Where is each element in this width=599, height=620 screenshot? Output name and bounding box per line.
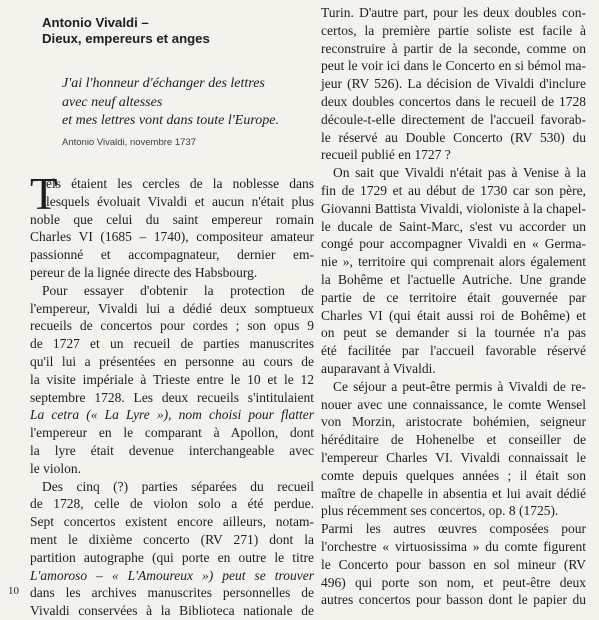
text-line: 496) qui porte son nom, et peut-être deux [321, 574, 586, 590]
text-line: Charles VI (1685 – 1740), compositeur amateur [30, 229, 314, 245]
text-line: deux doubles concertos dans le recueil de 1728 [321, 93, 586, 109]
epigraph-attribution: Antonio Vivaldi, novembre 1737 [62, 137, 196, 148]
text-line: l'empereur, Vivaldi lui a dédié deux somptueux [30, 300, 314, 316]
text-line: l'empereur en le comparant à Apollon, dont [30, 425, 314, 441]
text-line: autres concertos pour basson dont le papier du [321, 592, 586, 608]
text-line: reconstruire à partir de la seconde, comme on [321, 40, 586, 56]
text-line: nie », territoire qui comprenait alors également [321, 254, 586, 270]
text-line: noble que celui du saint empereur romain [30, 211, 314, 227]
text-line: Turin. D'autre part, pour les deux doubles con- [321, 5, 586, 20]
epigraph-line: avec neuf altesses [62, 94, 163, 110]
text-line: Charles VI (qui était aussi roi de Bohême) et [321, 307, 586, 323]
text-line: La cetra (« La Lyre »), nom choisi pour flatter [30, 407, 314, 423]
text-line: l'orchestre « virtuosissima » du comte figurent [321, 538, 586, 554]
text-line: certos, la première partie soliste est facile à [321, 22, 586, 38]
text-line: nouer avec une connaissance, le comte Wensel [321, 396, 586, 412]
text-line: qu'il lui a présentées en personne au cours de [30, 353, 314, 369]
text-line: auparavant à Vivaldi. [321, 360, 436, 376]
text-line: Sept concertos existent encore ailleurs, notam- [30, 514, 314, 530]
epigraph-line: et mes lettres vont dans toute l'Europe. [62, 113, 279, 128]
text-line: septembre 1728. Les deux recueils s'intitulaient [30, 389, 314, 405]
text-line: été facilitée par l'accueil favorable réservé [321, 343, 586, 359]
text-line: dans les archives manuscrites personnelles de [30, 585, 314, 601]
title-line-2: Dieux, empereurs et anges [42, 31, 210, 46]
text-line: fin de 1729 et au début de 1730 car son père, [321, 182, 586, 198]
text-line: la visite impériale à Trieste entre le 10 et le 12 [30, 371, 314, 387]
epigraph-quote [62, 75, 322, 131]
text-line: de 1727 et un recueil de parties manuscrites [30, 336, 314, 352]
left-body-text [30, 169, 314, 620]
text-line: Pour essayer d'obtenir la protection de [42, 282, 314, 298]
text-line: passionné et accompagnateur, dernier em- [30, 247, 314, 263]
text-line: ment le dixième concerto (RV 271) dont la [30, 531, 314, 547]
text-line: von Morzin, aristocrate bohémien, seigneur [321, 414, 586, 430]
text-line: le réservé au Double Concerto (RV 530) du [321, 129, 586, 145]
title-line-1: Antonio Vivaldi – [42, 15, 149, 30]
text-line: jeur (RV 526). La décision de Vivaldi d'inclure [321, 76, 586, 92]
text-line: lesquels évoluait Vivaldi et aucun n'était plus [46, 193, 314, 209]
text-line: la Bohême et l'actuelle Autriche. Une grande [321, 271, 586, 287]
text-line: Vivaldi conservées à la Biblioteca nationale de [30, 603, 314, 619]
text-line: Des cinq (?) parties séparées du recueil [42, 478, 314, 494]
text-line: recueils de concertos pour cordes ; son opus 9 [30, 318, 314, 334]
text-line: la lyre était devenue interchangeable avec [30, 442, 314, 458]
text-line: partition autographe (qui porte en outre le titre [30, 549, 314, 565]
text-line: le ducale de Saint-Marc, s'est vu accorder un [321, 218, 586, 234]
text-line: héréditaire de Hohenelbe et conseiller de [321, 432, 586, 448]
text-line: recueil publié en 1727 ? [321, 147, 451, 163]
text-line: comte depuis quelques années ; il était son [321, 467, 586, 483]
text-line: le Concerto pour basson en sol mineur (RV [321, 556, 586, 572]
text-line: de 1728, celle de violon solo a été perdue. [30, 496, 314, 512]
text-line: l'empereur Charles VI. Vivaldi connaissait le [321, 449, 586, 465]
text-line: on peut se demander si la tournée n'a pas [321, 325, 586, 341]
text-line: Parmi les autres œuvres composées pour [321, 521, 586, 537]
epigraph-line: J'ai l'honneur d'échanger des lettres [62, 76, 265, 91]
text-line: le violon. [30, 460, 81, 476]
page-number: 10 [8, 585, 19, 597]
text-line: découle-t-elle directement de l'accueil favorab- [321, 111, 586, 127]
text-line: Giovanni Battista Vivaldi, violoniste à la chapel- [321, 200, 586, 216]
text-line: maître de chapelle in absentia et lui avait dédié [321, 485, 586, 501]
text-line: congé pour accompagner Vivaldi en « Germa- [321, 236, 586, 252]
text-line: peut le voir ici dans le Concerto en si bémol ma- [321, 58, 586, 74]
text-line: els étaient les cercles de la noblesse dans [46, 176, 314, 191]
text-line: partie de ce territoire était gouvernée par [321, 289, 586, 305]
drop-cap: T [30, 169, 58, 219]
text-line: L'amoroso – « L'Amoureux ») peut se trouver [30, 567, 314, 583]
article-title [42, 15, 312, 47]
text-line: plus récemment ses concertos, op. 8 (1725). [321, 503, 559, 519]
text-line: Ce séjour a peut-être permis à Vivaldi de re- [333, 378, 586, 394]
text-line: pereur de la lignée directe des Habsbourg. [30, 264, 258, 280]
text-line: On sait que Vivaldi n'était pas à Venise à la [333, 165, 586, 181]
right-body-text [321, 4, 586, 609]
